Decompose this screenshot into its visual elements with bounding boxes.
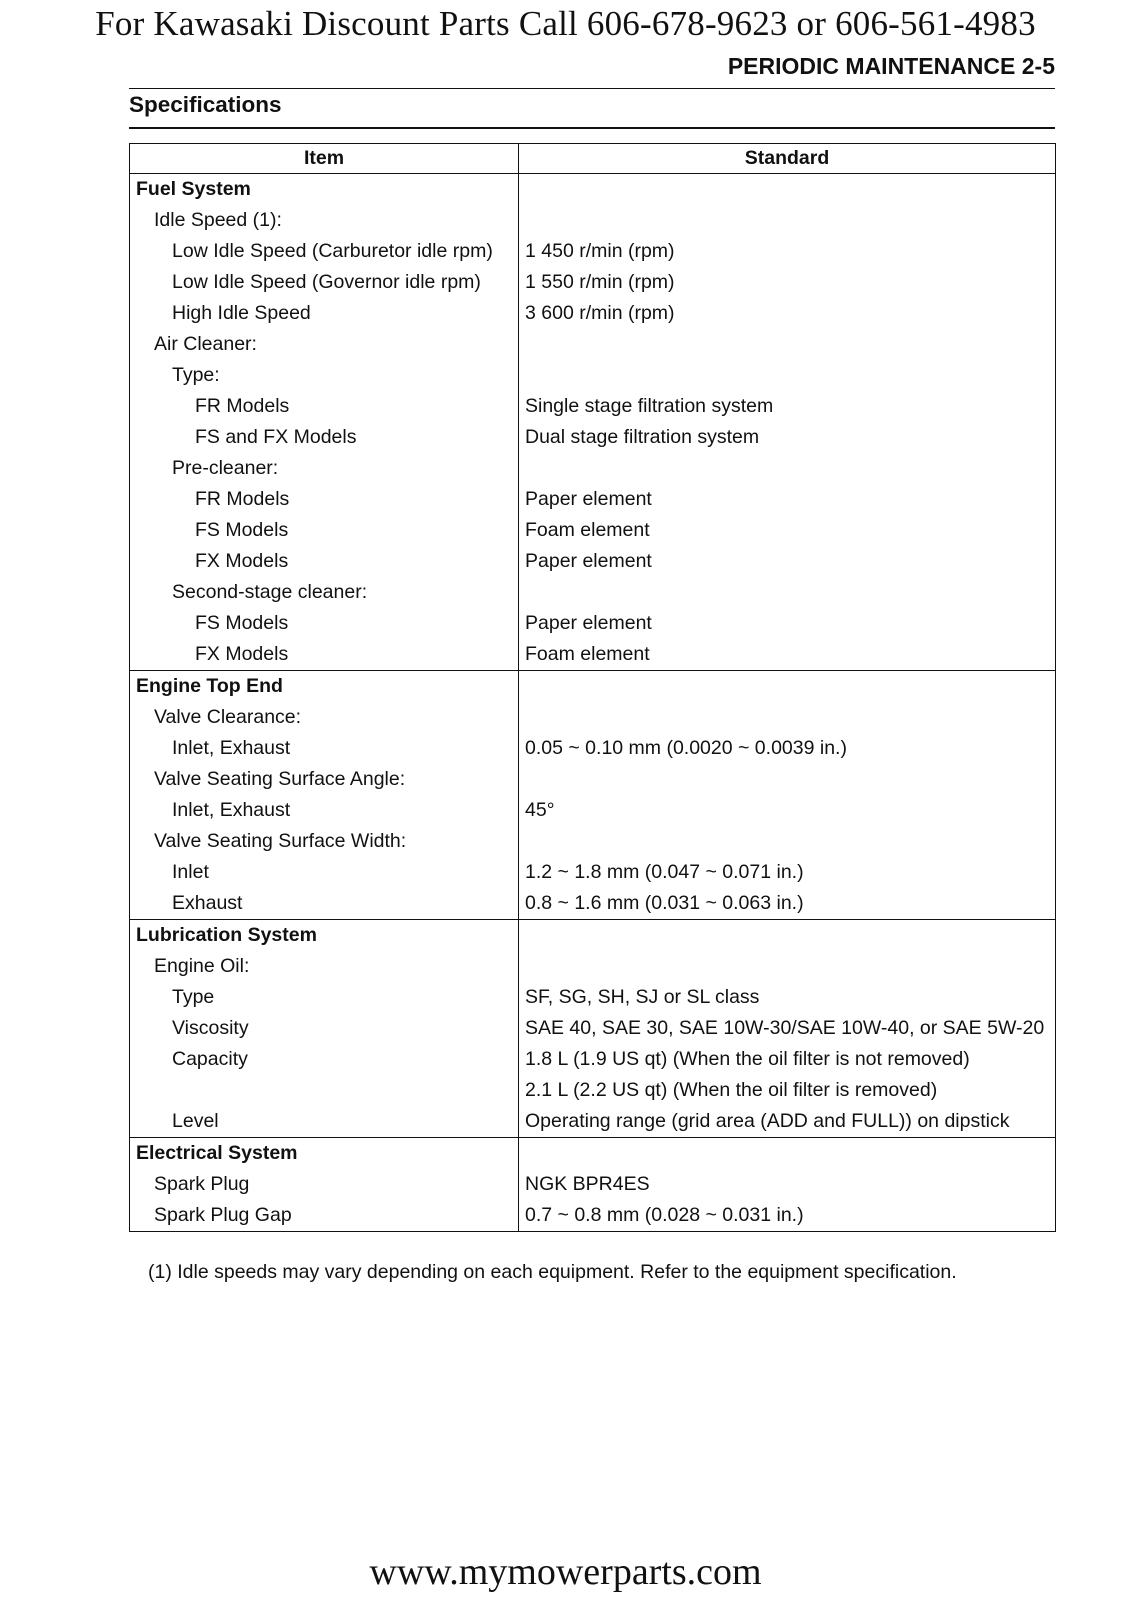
item-cell: Engine Oil:	[130, 951, 519, 982]
standard-cell: Single stage filtration system	[519, 391, 1056, 422]
table-row	[130, 1106, 1056, 1138]
item-cell: Air Cleaner:	[130, 329, 519, 360]
item-cell: Type:	[130, 360, 519, 391]
item-cell: Inlet, Exhaust	[130, 733, 519, 764]
item-cell: Pre-cleaner:	[130, 453, 519, 484]
table-body	[130, 174, 1056, 1232]
item-cell: Idle Speed (1):	[130, 205, 519, 236]
standard-cell	[519, 826, 1056, 857]
item-cell: Valve Seating Surface Width:	[130, 826, 519, 857]
item-cell: Second-stage cleaner:	[130, 577, 519, 608]
dealer-banner: For Kawasaki Discount Parts Call 606-678-9623 or 606-561-4983	[95, 4, 1036, 43]
standard-cell	[519, 951, 1056, 982]
standard-cell: 0.05 ~ 0.10 mm (0.0020 ~ 0.0039 in.)	[519, 733, 1056, 764]
group-heading: Lubrication System	[130, 920, 519, 952]
standard-cell	[519, 764, 1056, 795]
item-cell: FR Models	[130, 484, 519, 515]
header-rule	[129, 88, 1055, 89]
standard-cell: SF, SG, SH, SJ or SL class	[519, 982, 1056, 1013]
item-cell: FR Models	[130, 391, 519, 422]
item-cell: Spark Plug	[130, 1169, 519, 1200]
item-cell: Low Idle Speed (Governor idle rpm)	[130, 267, 519, 298]
table-row	[130, 826, 1056, 857]
item-cell: FX Models	[130, 639, 519, 671]
table-row	[130, 857, 1056, 888]
item-cell: Capacity	[130, 1044, 519, 1075]
table-row	[130, 174, 1056, 206]
table-row	[130, 329, 1056, 360]
table-row	[130, 888, 1056, 920]
table-row	[130, 671, 1056, 703]
item-cell: Valve Clearance:	[130, 702, 519, 733]
standard-cell	[519, 360, 1056, 391]
table-row	[130, 360, 1056, 391]
standard-cell: Paper element	[519, 608, 1056, 639]
item-cell: Level	[130, 1106, 519, 1138]
table-row	[130, 1044, 1056, 1075]
table-row	[130, 577, 1056, 608]
standard-cell: 1 450 r/min (rpm)	[519, 236, 1056, 267]
table-row	[130, 1200, 1056, 1232]
item-cell: Viscosity	[130, 1013, 519, 1044]
table-row	[130, 702, 1056, 733]
footer-url: www.mymowerparts.com	[369, 1551, 762, 1593]
standard-cell: Operating range (grid area (ADD and FULL)) on dipstick	[519, 1106, 1056, 1138]
specifications-table	[129, 143, 1056, 1232]
standard-cell	[519, 205, 1056, 236]
standard-cell: Foam element	[519, 639, 1056, 671]
group-heading: Fuel System	[130, 174, 519, 206]
table-row	[130, 1138, 1056, 1170]
standard-cell	[519, 671, 1056, 703]
standard-cell: 1.8 L (1.9 US qt) (When the oil filter is not removed)	[519, 1044, 1056, 1075]
standard-cell	[519, 329, 1056, 360]
standard-cell	[519, 1138, 1056, 1170]
table-row	[130, 391, 1056, 422]
footnote: (1) Idle speeds may vary depending on each equipment. Refer to the equipment specification.	[148, 1261, 957, 1283]
column-header-standard: Standard	[519, 144, 1056, 174]
standard-cell	[519, 577, 1056, 608]
item-cell: Low Idle Speed (Carburetor idle rpm)	[130, 236, 519, 267]
item-cell	[130, 1075, 519, 1106]
item-cell: FS Models	[130, 515, 519, 546]
item-cell: FX Models	[130, 546, 519, 577]
section-rule	[129, 127, 1055, 129]
table-row	[130, 453, 1056, 484]
item-cell: Inlet, Exhaust	[130, 795, 519, 826]
item-cell: FS and FX Models	[130, 422, 519, 453]
standard-cell: 0.7 ~ 0.8 mm (0.028 ~ 0.031 in.)	[519, 1200, 1056, 1232]
table-header-row	[130, 144, 1056, 174]
item-cell: FS Models	[130, 608, 519, 639]
table-row	[130, 795, 1056, 826]
standard-cell: 45°	[519, 795, 1056, 826]
section-title: Specifications	[129, 92, 282, 117]
table-row	[130, 515, 1056, 546]
table-row	[130, 546, 1056, 577]
item-cell: Exhaust	[130, 888, 519, 920]
standard-cell: Paper element	[519, 546, 1056, 577]
standard-cell: 1 550 r/min (rpm)	[519, 267, 1056, 298]
table-row	[130, 764, 1056, 795]
standard-cell	[519, 453, 1056, 484]
item-cell: Type	[130, 982, 519, 1013]
table-row	[130, 236, 1056, 267]
table-row	[130, 608, 1056, 639]
table-row	[130, 920, 1056, 952]
standard-cell: NGK BPR4ES	[519, 1169, 1056, 1200]
running-head: PERIODIC MAINTENANCE 2-5	[727, 53, 1055, 79]
standard-cell: 3 600 r/min (rpm)	[519, 298, 1056, 329]
item-cell: Inlet	[130, 857, 519, 888]
group-heading: Engine Top End	[130, 671, 519, 703]
standard-cell	[519, 920, 1056, 952]
group-heading: Electrical System	[130, 1138, 519, 1170]
table-row	[130, 982, 1056, 1013]
table-row	[130, 205, 1056, 236]
table-row	[130, 1075, 1056, 1106]
standard-cell	[519, 174, 1056, 206]
table-row	[130, 267, 1056, 298]
table-row	[130, 298, 1056, 329]
standard-cell: 1.2 ~ 1.8 mm (0.047 ~ 0.071 in.)	[519, 857, 1056, 888]
table-row	[130, 422, 1056, 453]
standard-cell: SAE 40, SAE 30, SAE 10W-30/SAE 10W-40, or SAE 5W-20	[519, 1013, 1056, 1044]
standard-cell: 0.8 ~ 1.6 mm (0.031 ~ 0.063 in.)	[519, 888, 1056, 920]
standard-cell: Foam element	[519, 515, 1056, 546]
table-row	[130, 484, 1056, 515]
standard-cell: 2.1 L (2.2 US qt) (When the oil filter is removed)	[519, 1075, 1056, 1106]
table-row	[130, 1013, 1056, 1044]
table-row	[130, 733, 1056, 764]
standard-cell: Dual stage filtration system	[519, 422, 1056, 453]
table-row	[130, 1169, 1056, 1200]
item-cell: High Idle Speed	[130, 298, 519, 329]
item-cell: Valve Seating Surface Angle:	[130, 764, 519, 795]
table-row	[130, 951, 1056, 982]
standard-cell: Paper element	[519, 484, 1056, 515]
table-row	[130, 639, 1056, 671]
item-cell: Spark Plug Gap	[130, 1200, 519, 1232]
column-header-item: Item	[130, 144, 519, 174]
standard-cell	[519, 702, 1056, 733]
